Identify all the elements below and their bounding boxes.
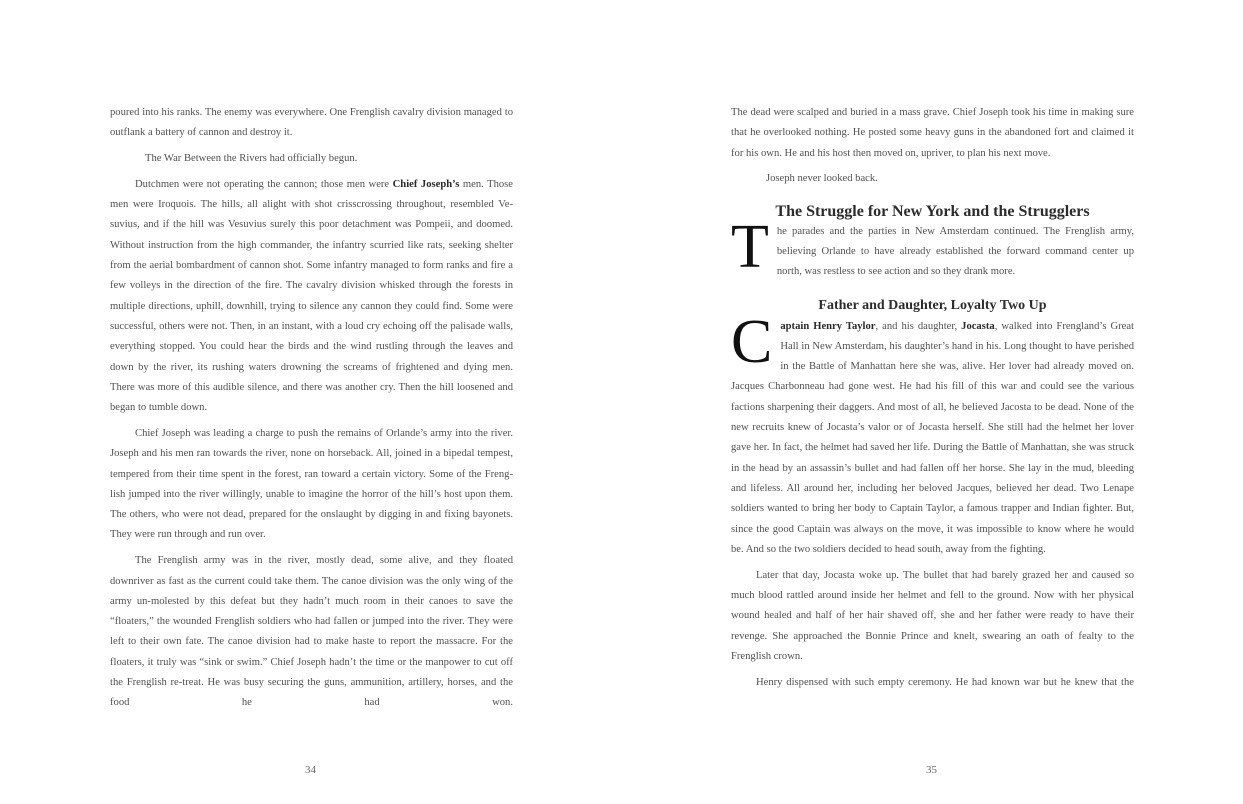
section-opening [731,307,1134,561]
paragraph: Henry dispensed with such empty ceremony. He had known war but he knew that the [756,676,1134,688]
page-number: 34 [305,764,316,776]
text-run: men. Those men were Iroquois. The hills, all alight with shot crisscrossing throughout, resembled Ve-suvius, and if the hill was Vesuvius surely this poor detachment was Pompeii, and doomed. Without instruction from the high commander, the infantry scurried like rats, seeking shelter from the aerial bombardment of cannon shot. Some infantry managed to form ranks and fire a few volleys in the direction of the fire. The cavalry division whisked through the forests in multiple directions, uphill, downhill, trying to silence any cannon they could find. Some were successful, others were not. Then, in an instant, with a loud cry echoing off the palisade walls, everything stopped. You could hear the birds and the wind rustling through the leaves and down by the river, its rushing waters drowning the screams of frightened and dying men. There was more of this audible silence, and there was another cry. Then the hill loosened and began to tumble down. [110,178,513,414]
paragraph: Chief Joseph was leading a charge to push the remains of Orlande’s army into the river. Joseph and his men ran towards the river, none on horseback. All, joined in a bipedal tempest, tempered from their time spent in the forest, ran toward a certain victory. Some of the Freng-lish jumped into the river willingly, unable to imagine the horror of the hill’s host upon them. The others, who were not dead, prepared for the onslaught by digging in and fixing bayonets. They were run through and run over. [110,427,513,541]
text-run: Dutchmen were not operating the cannon; those men were [135,178,393,190]
chapter-title: The Struggle for New York and the Strugglers [775,202,1090,220]
paragraph: Later that day, Jocasta woke up. The bullet that had barely grazed her and caused so much blood rattled around inside her helmet and fell to the ground. Now with her physical wound healed and half of her hair shaved off, she and her father were ready to have their revenge. She approached the Bonnie Prince and knelt, swearing an oath of fealty to the Frenglish crown. [731,569,1134,662]
bold-name: Jocasta [961,320,995,332]
left-page [0,0,621,804]
paragraph: The War Between the Rivers had officially begun. [145,153,358,165]
bold-name: aptain Henry Taylor [780,320,876,332]
right-page-body [731,103,1134,693]
paragraph: The Frenglish army was in the river, mostly dead, some alive, and they floated downriver as fast as the current could take them. The canoe division was the only wing of the army un-molested by this defeat but they hadn’t much room in their canoes to save the “floaters,” the wounded Frenglish soldiers who had fallen or jumped into the river. They were left to their own fate. The canoe division had to make haste to report the massacre. For the floaters, it truly was “sink or swim.” Chief Joseph hadn’t the time or the manpower to cut off the Frenglish re-treat. He was busy securing the guns, ammunition, artillery, horses, and the food he had won. [110,555,513,709]
left-page-body [110,103,513,714]
paragraph [110,175,513,419]
text-run: , walked into Frengland’s Great Hall in New Amsterdam, his daughter’s hand in his. Long thought to have perished in the Battle of Manhattan here she was, alive. Her lover had already moved on. Jacques Charbonneau had gone west. He had his fill of this war and could see the various factions sharpening their daggers. And most of all, he believed Jacosta to be dead. None of the new recruits knew of Jocasta’s valor or of Jocasta herself. She still had the helmet her lover gave her. In fact, the helmet had saved her life. During the Battle of Manhattan, she was struck in the head by an assassin’s bullet and had fallen off her horse. She lay in the mud, bleeding and lifeless. All around her, including her beloved Jacques, believed her dead. Two Lenape soldiers wanted to bring her body to Captain Taylor, a famous trapper and Indian fighter. But, since the good Captain was always on the move, it was impossible to know where he would be. And so the two soldiers decided to head south, away from the fighting. [731,320,1134,555]
bold-name: Chief Joseph’s [392,178,460,190]
drop-cap: C [731,307,773,376]
paragraph: he parades and the parties in New Amsterdam continued. The Frenglish army, believing Orlande to have already established the forward command center up north, was restless to see action and so they drank more. [776,225,1134,278]
chapter-opening [731,212,1134,283]
section-title: Father and Daughter, Loyalty Two Up [818,297,1047,313]
right-page [621,0,1243,804]
drop-cap: T [731,212,769,281]
page-number: 35 [926,764,937,776]
paragraph: Joseph never looked back. [766,173,878,185]
text-run: , and his daughter, [875,320,962,332]
paragraph: The dead were scalped and buried in a mass grave. Chief Joseph took his time in making sure that he overlooked nothing. He posted some heavy guns in the abandoned fort and claimed it for his own. He and his host then moved on, upriver, to plan his next move. [731,107,1134,159]
paragraph: poured into his ranks. The enemy was everywhere. One Frenglish cavalry division managed to outflank a battery of cannon and destroy it. [110,107,513,139]
paragraph [731,307,1134,561]
